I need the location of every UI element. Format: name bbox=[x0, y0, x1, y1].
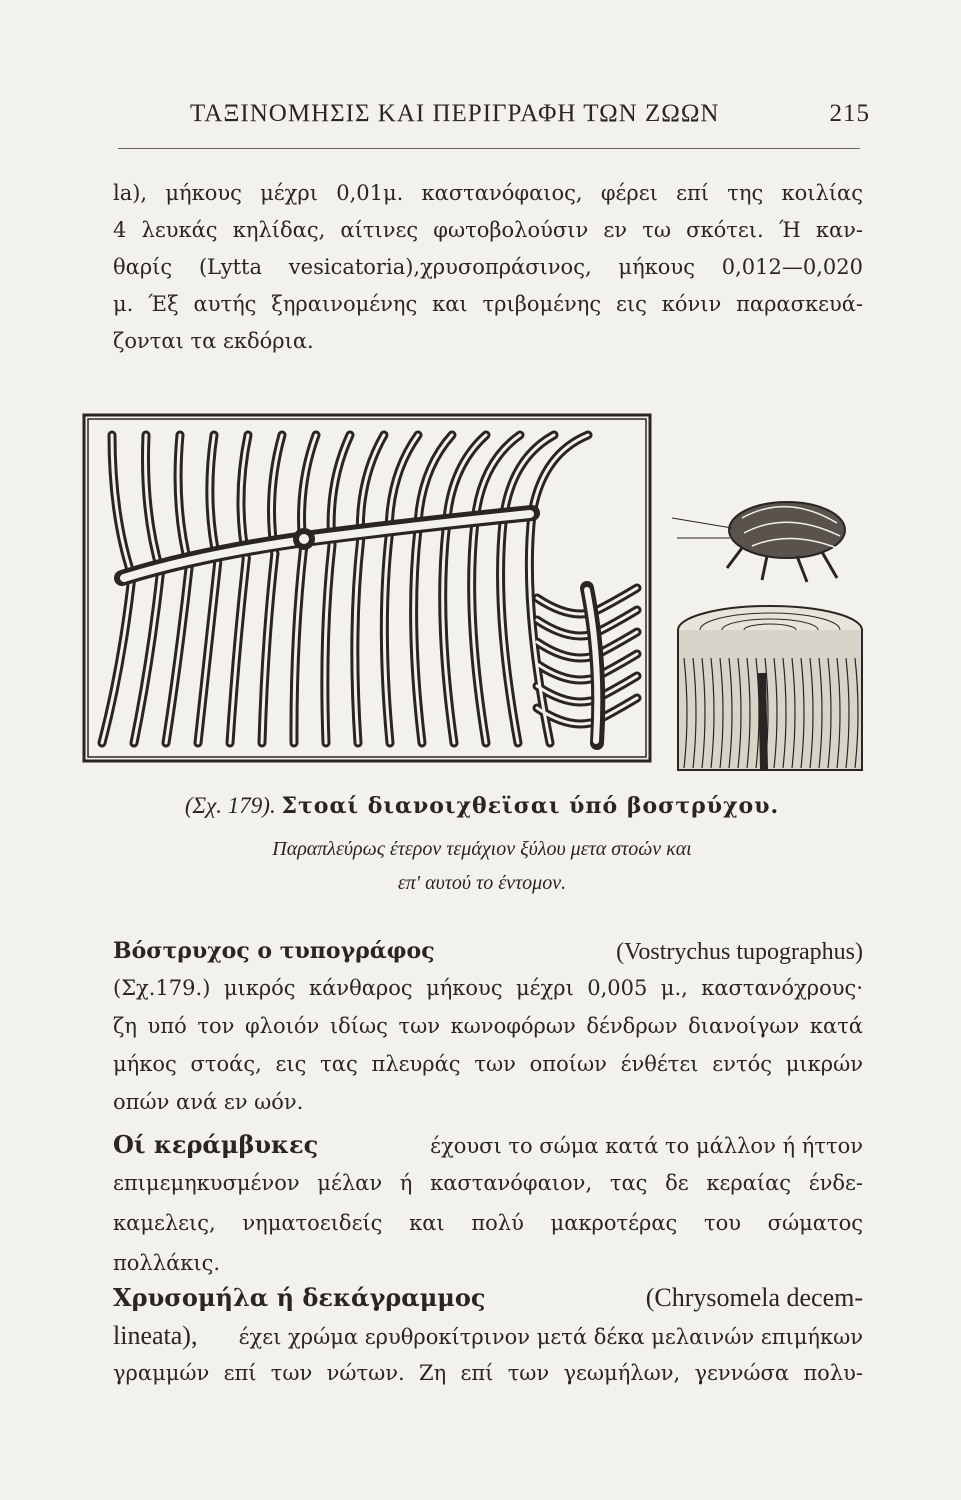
page-number: 215 bbox=[829, 100, 870, 127]
figure-caption-line: Παραπλεύρως έτερον τεμάχιον ξύλου μετα στοών και bbox=[272, 838, 692, 860]
text-line: θαρίς (Lytta vesicatoria),χρυσοπράσινος, μήκους 0,012—0,020 bbox=[113, 255, 863, 279]
figure-caption bbox=[82, 793, 882, 819]
header-rule bbox=[118, 148, 860, 149]
text-line: (Σχ.179.) μικρός κάνθαρος μήκους μέχρι 0,005 μ., καστανόχρους· bbox=[113, 976, 863, 1000]
chrysomela-latin-cont: lineata), bbox=[113, 1321, 198, 1350]
wood-piece bbox=[678, 606, 862, 770]
kerambykes-name: Οί κεράμβυκες bbox=[113, 1130, 319, 1159]
text-line: οπών ανά εν ωόν. bbox=[113, 1090, 304, 1114]
text-line: ζη υπό τον φλοιόν ιδίως των κωνοφόρων δένδρων διανοίγων κατά bbox=[113, 1014, 863, 1038]
figure-caption-line: επ' αυτού το έντομον. bbox=[397, 872, 567, 894]
text-line: πολλάκις. bbox=[113, 1251, 221, 1275]
text-line: επιμεμηκυσμένον μέλαν ή καστανόφαιον, τας δε κεραίας ένδε- bbox=[113, 1171, 863, 1195]
chrysomela-name: Χρυσομήλα ή δεκάγραμμος bbox=[113, 1283, 486, 1312]
figure-ref: (Σχ. 179). bbox=[184, 793, 276, 818]
text-line: 4 λευκάς κηλίδας, αίτινες φωτοβολούσιν εν τω σκότει. Ή καν- bbox=[113, 218, 863, 242]
text-line: la), μήκους μέχρι 0,01μ. καστανόφαιος, φέρει επί της κοιλίας bbox=[113, 181, 863, 205]
text-line bbox=[113, 940, 863, 964]
chrysomela-latin: (Chrysomela decem- bbox=[645, 1283, 863, 1312]
text-line bbox=[113, 1130, 863, 1159]
kerambykes-text: έχουσι το σώμα κατά το μάλλον ή ήττον bbox=[430, 1134, 863, 1158]
beetle-engraving bbox=[672, 488, 867, 775]
text-line bbox=[113, 1285, 863, 1311]
vostrychus-latin: (Vostrychus tupographus) bbox=[616, 939, 863, 965]
text-line: καμελεις, νηματοειδείς και πολύ μακροτέρας του σώματος bbox=[113, 1211, 863, 1235]
text-line bbox=[113, 1323, 863, 1349]
text-line: γραμμών επί των νώτων. Ζη επί των γεωμήλων, γεννώσα πολυ- bbox=[113, 1361, 863, 1385]
figure-title: Στοαί διανοιχθεϊσαι ύπό βοστρύχου. bbox=[281, 793, 780, 819]
gallery-engraving bbox=[82, 413, 652, 773]
text-line: ζονται τα εκδόρια. bbox=[113, 329, 314, 353]
chrysomela-text: έχει χρώμα ερυθροκίτρινον μετά δέκα μελαινών επιμήκων bbox=[238, 1325, 863, 1349]
running-title: ΤΑΞΙΝΟΜΗΣΙΣ ΚΑΙ ΠΕΡΙΓΡΑΦΗ ΤΩΝ ΖΩΩΝ bbox=[190, 100, 720, 127]
vostrychus-name: Βόστρυχος ο τυπογράφος bbox=[113, 938, 435, 964]
text-line: μ. Έξ αυτής ξηραινομένης και τριβομένης εις κόνιν παρασκευά- bbox=[113, 292, 863, 316]
text-line: μήκος στοάς, εις τας πλευράς των οποίων ένθέτει εντός μικρών bbox=[113, 1052, 863, 1076]
beetle-icon bbox=[672, 502, 845, 582]
